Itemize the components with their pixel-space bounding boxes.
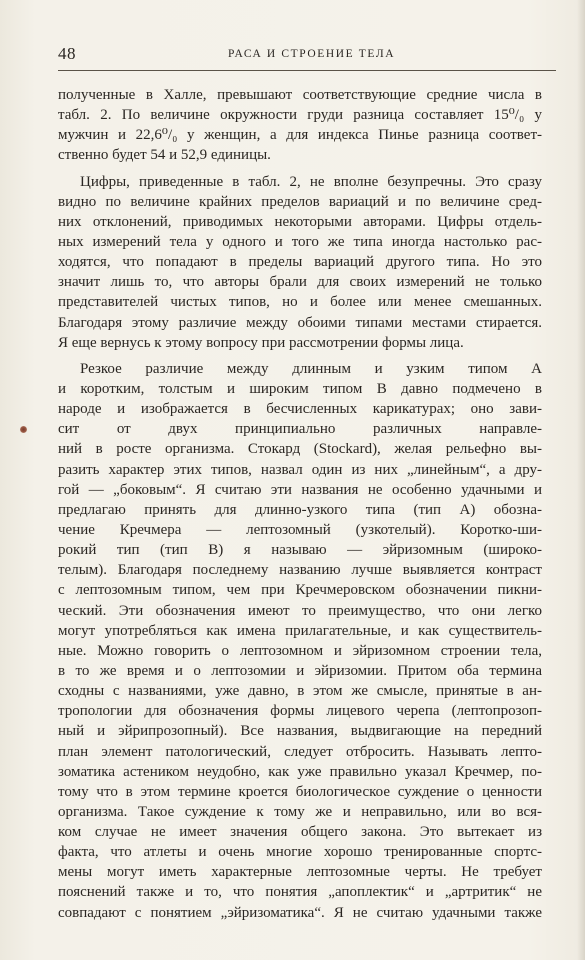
text-line: зоматика астеником неудобно, как уже правильно указал Кречмер, по- — [58, 763, 542, 780]
text-line: и коротким, толстым и широким типом В давно подмечено в — [58, 380, 542, 397]
text-line: тому что в этом термине кроется биологическое суждение о ценности — [58, 783, 542, 800]
text-line: гой — „боковым“. Я считаю эти названия не особенно удачными и — [58, 481, 542, 498]
text-line: в то же время и о лептозомии и эйризомии. Притом оба термина — [58, 662, 542, 679]
text-line: рокий тип (тип В) я называю — эйризомным (широко- — [58, 542, 542, 559]
text-line: телым). Благодаря последнему названию лучше выявляется контраст — [58, 562, 542, 579]
text-line: совпадают с понятием „эйризоматика“. Я не считаю удачными также — [58, 904, 542, 921]
text-line: ком случае не имеет значения общего закона. Это вытекает из — [58, 824, 542, 841]
text-line: народе и изображается в бесчисленных карикатурах; оно зави- — [58, 401, 542, 418]
text-line: сит от двух принципиально различных направле- — [58, 421, 542, 438]
text-line: сходны с названиями, уже давно, в этом же смысле, принятые в ан- — [58, 683, 542, 700]
text-line: них отклонений, приводимых некоторыми авторами. Цифры отдель- — [58, 213, 542, 230]
text-line: ные. Можно говорить о лептозомном и эйризомном строении тела, — [58, 642, 542, 659]
ink-spot — [20, 426, 27, 433]
text-line: ходятся, что попадают в пределы вариаций другого типа. Но это — [58, 254, 542, 271]
text-line: факта, что атлеты и очень многие хорошо тренированные спортс- — [58, 844, 542, 861]
text-line: табл. 2. По величине окружности груди разница составляет 15⁰/₀ у — [58, 107, 542, 124]
text-line: ный и эйрипрозопный). Все названия, выдвигающие на передний — [58, 723, 542, 740]
text-line: мены могут иметь характерные лептозомные черты. Не требует — [58, 864, 542, 881]
page-number: 48 — [58, 44, 76, 63]
text-line: ственно будет 54 и 52,9 единицы. — [58, 147, 271, 164]
body-text — [58, 85, 542, 923]
text-line: Благодаря этому различие между обоими типами местами стирается. — [58, 314, 542, 331]
header-rule — [58, 70, 556, 71]
running-head-title: РАСА И СТРОЕНИЕ ТЕЛА — [228, 48, 396, 60]
text-line: ных измерений тела у одного и того же типа иногда настолько рас- — [58, 233, 542, 250]
text-line: план элемент патологический, следует отбросить. Называть лепто- — [58, 743, 542, 760]
text-line: предлагаю принять для длинно-узкого типа (тип А) обозна- — [58, 501, 542, 518]
page-edge-shadow — [577, 0, 585, 960]
running-head — [58, 44, 556, 66]
text-line: Резкое различие между длинным и узким типом А — [80, 360, 542, 377]
text-line: Я еще вернусь к этому вопросу при рассмотрении формы лица. — [58, 334, 464, 351]
text-line: с лептозомным типом, чем при Кречмеровском обозначении пикни- — [58, 582, 542, 599]
text-line: ческий. Эти обозначения имеют то преимущество, что они легко — [58, 602, 542, 619]
text-line: значит лишь то, что авторы брали для своих измерений не только — [58, 274, 542, 291]
text-line: тропологии для обозначения формы лицевого черепа (лептопрозоп- — [58, 703, 542, 720]
text-line: могут употребляться как имена прилагательные, и как существитель- — [58, 622, 542, 639]
text-line: полученные в Халле, превышают соответствующие средние числа в — [58, 87, 542, 103]
text-line: представителей чистых типов, но и более или менее смешанных. — [58, 294, 542, 311]
text-line: чение Кречмера — лептозомный (узкотелый). Коротко-ши- — [58, 521, 542, 538]
text-line: пояснений также и то, что понятия „апоплектик“ и „артритик“ не — [58, 884, 542, 901]
text-line: мужчин и 22,6⁰/₀ у женщин, а для индекса Пинье разница соответ- — [58, 127, 542, 144]
text-line: ний в росте организма. Стокард (Stockard), желая рельефно вы- — [58, 441, 542, 458]
text-line: видно по величине крайних пределов вариаций и по величине сред- — [58, 193, 542, 210]
text-line: организма. Такое суждение к тому же и неправильно, или во вся- — [58, 803, 542, 820]
text-line: Цифры, приведенные в табл. 2, не вполне безупречны. Это сразу — [80, 173, 542, 190]
text-line: разить характер этих типов, назвал один из них „линейным“, а дру- — [58, 461, 542, 478]
